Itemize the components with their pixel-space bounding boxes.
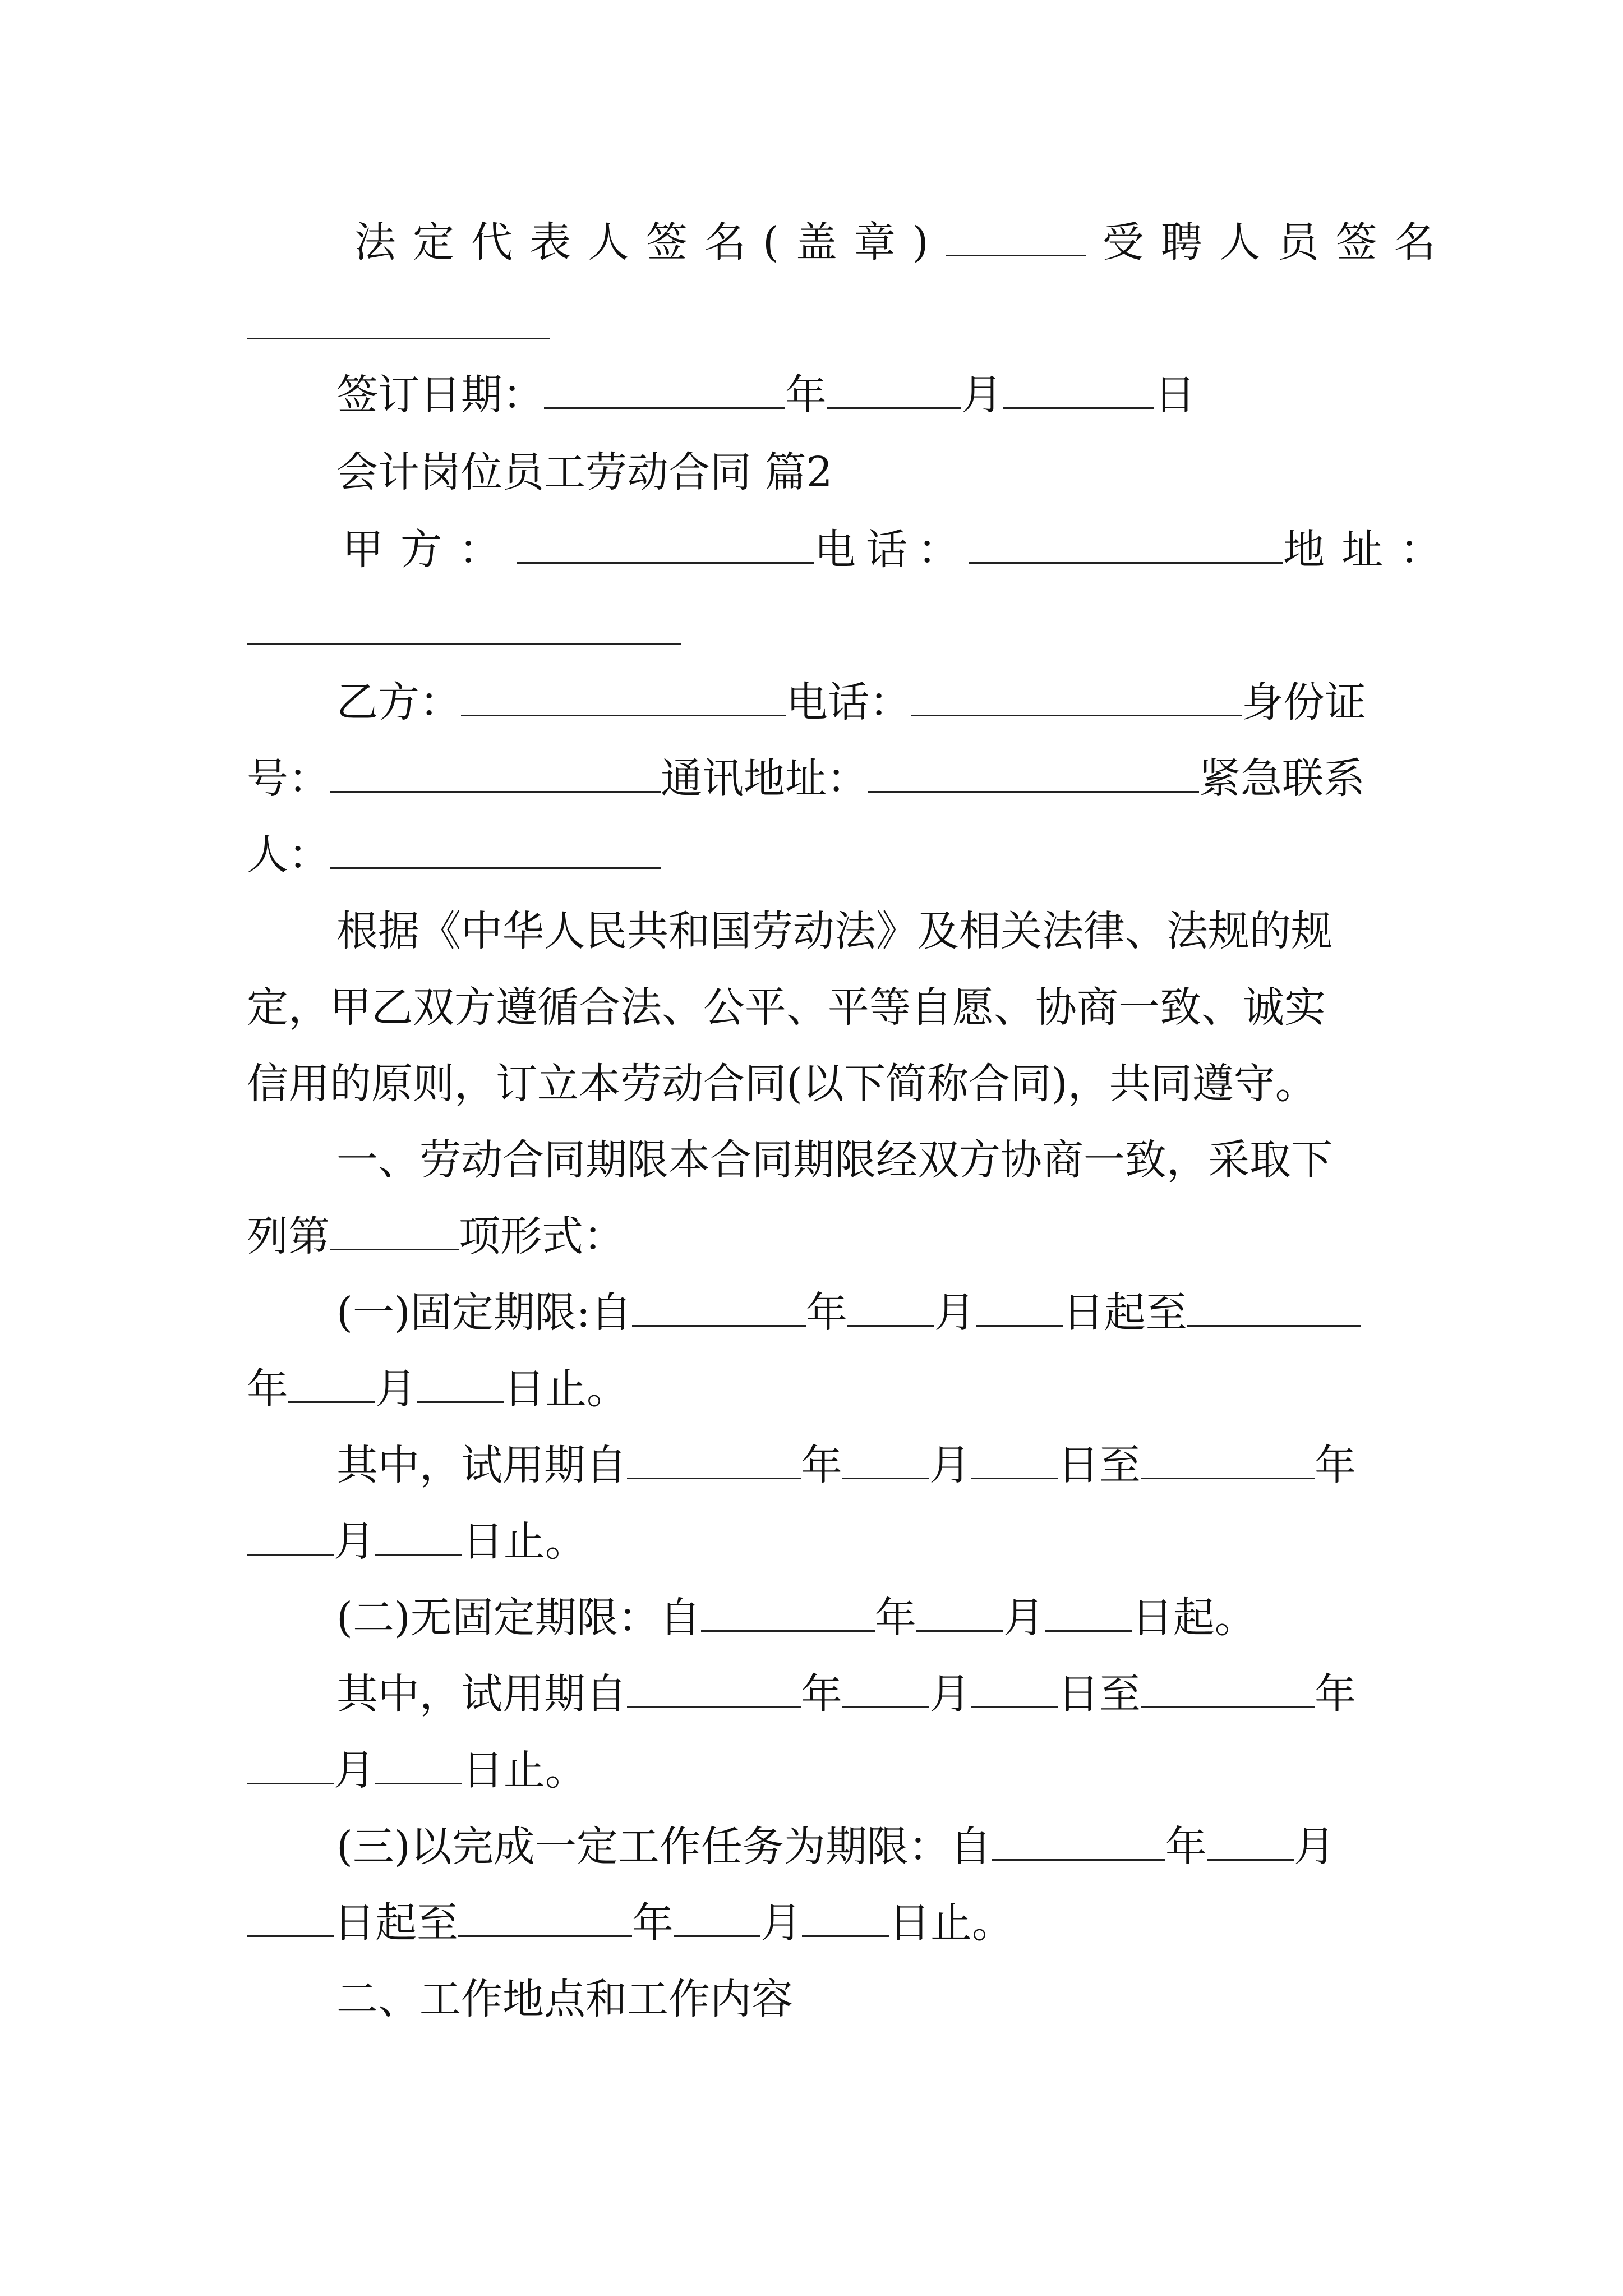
probation-label: 其中，试用期自 bbox=[336, 1441, 627, 1489]
party-a-phone-blank[interactable] bbox=[969, 522, 1283, 564]
task-start-year-blank[interactable] bbox=[992, 1819, 1165, 1861]
probation-to-label: 日至 bbox=[1058, 1441, 1141, 1489]
open-ended-year-blank[interactable] bbox=[701, 1590, 875, 1632]
task-end-day-blank[interactable] bbox=[802, 1895, 889, 1937]
task-end-month-label: 月 bbox=[760, 1899, 802, 1947]
task-start-month-blank[interactable] bbox=[1207, 1819, 1294, 1861]
fixed-term-label: (一)固定期限 bbox=[336, 1289, 577, 1337]
party-a-address-label: 地址： bbox=[1283, 526, 1458, 574]
party-b-id-line bbox=[247, 751, 1365, 807]
fixed-start-day-label: 日起至 bbox=[1062, 1289, 1187, 1337]
party-a-name-blank[interactable] bbox=[517, 522, 814, 564]
fixed-start-month-label: 月 bbox=[934, 1289, 976, 1337]
party-b-emergency-line bbox=[247, 827, 661, 883]
probation2-start-month-blank[interactable] bbox=[842, 1666, 929, 1708]
probation2-end-year-label: 年 bbox=[1315, 1670, 1356, 1718]
signature-line bbox=[354, 214, 1453, 270]
open-ended-month-blank[interactable] bbox=[916, 1590, 1003, 1632]
fixed-term-from-label: 自 bbox=[590, 1289, 632, 1337]
probation-end-year-blank[interactable] bbox=[1141, 1437, 1315, 1479]
party-b-id-blank[interactable] bbox=[330, 751, 661, 793]
open-ended-year-label: 年 bbox=[874, 1594, 916, 1642]
fixed-start-month-blank[interactable] bbox=[847, 1285, 934, 1327]
task-term-label: (三)以完成一定工作任务为期限：自 bbox=[336, 1823, 992, 1871]
probation-start-day-blank[interactable] bbox=[971, 1437, 1058, 1479]
party-b-line bbox=[336, 674, 1366, 730]
open-ended-month-label: 月 bbox=[1003, 1594, 1045, 1642]
probation2-end-month-blank[interactable] bbox=[247, 1742, 334, 1784]
task-term-line bbox=[336, 1819, 1335, 1875]
probation-end-month-blank[interactable] bbox=[247, 1513, 334, 1556]
fixed-end-year-label: 年 bbox=[247, 1365, 288, 1413]
sign-date-year-label: 年 bbox=[785, 371, 827, 419]
probation2-to-label: 日至 bbox=[1058, 1670, 1141, 1718]
fixed-term-end-line bbox=[247, 1361, 628, 1417]
task-start-year-label: 年 bbox=[1165, 1823, 1207, 1871]
probation-end-line-2 bbox=[247, 1742, 587, 1798]
probation2-end-day-blank[interactable] bbox=[375, 1742, 462, 1784]
party-b-id-label-part1: 身份证 bbox=[1242, 678, 1366, 726]
fixed-start-day-blank[interactable] bbox=[976, 1285, 1063, 1327]
fixed-end-day-label: 日止。 bbox=[504, 1365, 628, 1413]
party-a-address-blank[interactable] bbox=[247, 643, 681, 645]
legal-rep-signature-blank[interactable] bbox=[946, 214, 1086, 256]
section-two-heading: 二、工作地点和工作内容 bbox=[336, 1975, 793, 2023]
party-b-emergency-blank[interactable] bbox=[330, 827, 661, 869]
sign-date-year-blank[interactable] bbox=[544, 367, 785, 409]
probation-start-month-label: 月 bbox=[929, 1441, 971, 1489]
employee-signature-blank[interactable] bbox=[247, 338, 550, 339]
term-line-1: 一、劳动合同期限本合同期限经双方协商一致，采取下 bbox=[336, 1136, 1332, 1184]
sign-date-day-label: 日 bbox=[1154, 371, 1196, 419]
probation2-start-month-label: 月 bbox=[929, 1670, 971, 1718]
term-line-2 bbox=[247, 1208, 625, 1264]
fixed-start-year-blank[interactable] bbox=[632, 1285, 806, 1327]
party-b-phone-label: 电话： bbox=[786, 678, 911, 726]
party-b-mail-address-label: 通讯地址： bbox=[661, 754, 868, 803]
open-ended-day-label: 日起。 bbox=[1131, 1594, 1256, 1642]
fixed-end-year-blank[interactable] bbox=[1187, 1285, 1361, 1327]
fixed-start-year-label: 年 bbox=[805, 1289, 847, 1337]
term-option-blank[interactable] bbox=[330, 1208, 459, 1250]
party-b-name-blank[interactable] bbox=[461, 674, 786, 716]
task-start-day-blank[interactable] bbox=[247, 1895, 334, 1937]
probation-end-line-1 bbox=[247, 1513, 587, 1570]
sign-date-month-label: 月 bbox=[961, 371, 1003, 419]
preamble-line-2: 定，甲乙双方遵循合法、公平、平等自愿、协商一致、诚实 bbox=[247, 983, 1326, 1032]
fixed-term-colon: : bbox=[576, 1289, 591, 1337]
fixed-end-month-blank[interactable] bbox=[288, 1361, 375, 1403]
fixed-end-month-label: 月 bbox=[375, 1365, 417, 1413]
party-b-mail-address-blank[interactable] bbox=[868, 751, 1199, 793]
task-start-day-label: 日起至 bbox=[334, 1899, 458, 1947]
task-end-day-label: 日止。 bbox=[889, 1899, 1013, 1947]
probation2-start-year-blank[interactable] bbox=[627, 1666, 801, 1708]
probation2-end-month-label: 月 bbox=[334, 1746, 375, 1795]
party-a-label: 甲方： bbox=[342, 526, 517, 574]
probation-start-year-label: 年 bbox=[801, 1441, 842, 1489]
section-title: 会计岗位员工劳动合同 篇2 bbox=[336, 448, 833, 496]
term-option-label: 列第 bbox=[247, 1212, 330, 1260]
fixed-end-day-blank[interactable] bbox=[417, 1361, 504, 1403]
party-a-phone-label: 电话： bbox=[814, 526, 969, 574]
probation-start-year-blank[interactable] bbox=[627, 1437, 801, 1479]
party-b-id-label-part2: 号： bbox=[247, 754, 330, 803]
probation-line-1 bbox=[336, 1437, 1356, 1493]
term-form-label: 项形式： bbox=[459, 1212, 625, 1260]
party-b-emergency-label-part1: 紧急联系 bbox=[1199, 754, 1365, 803]
sign-date-day-blank[interactable] bbox=[1003, 367, 1154, 409]
probation-end-year-label: 年 bbox=[1315, 1441, 1356, 1489]
sign-date-label: 签订日期： bbox=[336, 371, 544, 419]
probation-line-2 bbox=[336, 1666, 1356, 1722]
probation-label-2: 其中，试用期自 bbox=[336, 1670, 627, 1718]
employee-signature-label: 受聘人员签名 bbox=[1102, 218, 1453, 266]
task-end-year-label: 年 bbox=[632, 1899, 674, 1947]
party-b-phone-blank[interactable] bbox=[911, 674, 1242, 716]
party-a-line bbox=[342, 522, 1458, 578]
open-ended-label: (二)无固定期限：自 bbox=[336, 1594, 701, 1642]
probation-start-month-blank[interactable] bbox=[842, 1437, 929, 1479]
fixed-term-line bbox=[336, 1285, 1361, 1341]
task-end-month-blank[interactable] bbox=[674, 1895, 760, 1937]
probation2-start-day-blank[interactable] bbox=[971, 1666, 1058, 1708]
probation-end-day-label: 日止。 bbox=[462, 1517, 587, 1566]
probation-end-month-label: 月 bbox=[334, 1517, 375, 1566]
party-b-label: 乙方： bbox=[336, 678, 461, 726]
probation-end-day-blank[interactable] bbox=[375, 1513, 462, 1556]
preamble-line-1: 根据《中华人民共和国劳动法》及相关法律、法规的规 bbox=[336, 907, 1332, 955]
task-term-end-line bbox=[247, 1895, 1013, 1951]
probation2-end-year-blank[interactable] bbox=[1141, 1666, 1315, 1708]
legal-rep-signature-label: 法定代表人签名(盖章) bbox=[354, 218, 946, 266]
probation2-end-day-label: 日止。 bbox=[462, 1746, 587, 1795]
task-start-month-label: 月 bbox=[1293, 1823, 1335, 1871]
task-end-year-blank[interactable] bbox=[458, 1895, 632, 1937]
preamble-line-3: 信用的原则，订立本劳动合同(以下简称合同)，共同遵守。 bbox=[247, 1060, 1317, 1108]
party-b-emergency-label-part2: 人： bbox=[247, 831, 330, 879]
open-ended-day-blank[interactable] bbox=[1045, 1590, 1132, 1632]
probation2-start-year-label: 年 bbox=[801, 1670, 842, 1718]
sign-date-month-blank[interactable] bbox=[827, 367, 961, 409]
sign-date-line bbox=[336, 367, 1196, 423]
open-ended-line bbox=[336, 1590, 1256, 1646]
